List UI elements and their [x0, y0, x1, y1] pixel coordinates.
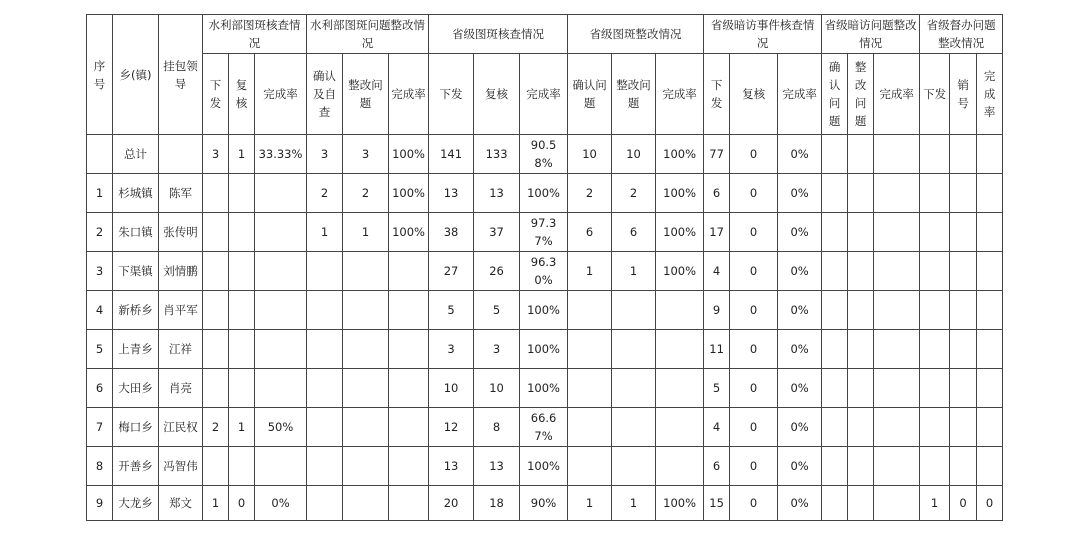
- row-cell: 2: [203, 408, 229, 447]
- row-cell: [848, 291, 874, 330]
- row-cell: [977, 330, 1003, 369]
- row-leader: 江民权: [159, 408, 203, 447]
- row-cell: 0: [730, 330, 778, 369]
- row-cell: 0: [977, 486, 1003, 521]
- row-cell: 4: [704, 408, 730, 447]
- row-cell: [848, 174, 874, 213]
- row-cell: [568, 369, 612, 408]
- row-cell: 10: [568, 135, 612, 174]
- row-cell: [612, 447, 656, 486]
- row-cell: 133: [474, 135, 520, 174]
- row-cell: [307, 252, 343, 291]
- row-cell: 10: [612, 135, 656, 174]
- row-cell: 0%: [778, 252, 822, 291]
- row-cell: 6: [568, 213, 612, 252]
- row-town: 开善乡: [113, 447, 159, 486]
- row-cell: 0%: [255, 486, 307, 521]
- row-cell: [874, 174, 920, 213]
- row-cell: [307, 330, 343, 369]
- row-cell: [822, 252, 848, 291]
- row-cell: 13: [429, 447, 474, 486]
- header-sub: 复核: [730, 54, 778, 135]
- row-cell: [920, 213, 950, 252]
- row-cell: [848, 486, 874, 521]
- row-cell: [950, 330, 977, 369]
- row-cell: 100%: [389, 213, 429, 252]
- row-cell: 6: [612, 213, 656, 252]
- row-cell: 100%: [520, 291, 568, 330]
- header-group: 省级图斑核查情况: [429, 15, 568, 54]
- header-sub: 下发: [203, 54, 229, 135]
- inspection-table: [86, 14, 1003, 521]
- row-cell: 90.58%: [520, 135, 568, 174]
- row-cell: 96.30%: [520, 252, 568, 291]
- row-cell: [389, 291, 429, 330]
- row-town: 朱口镇: [113, 213, 159, 252]
- row-cell: 9: [704, 291, 730, 330]
- row-cell: [920, 135, 950, 174]
- row-town: 杉城镇: [113, 174, 159, 213]
- row-cell: [874, 486, 920, 521]
- row-leader: 陈军: [159, 174, 203, 213]
- row-cell: 4: [704, 252, 730, 291]
- row-cell: [343, 291, 389, 330]
- row-cell: [822, 135, 848, 174]
- row-cell: [389, 447, 429, 486]
- row-cell: 0%: [778, 174, 822, 213]
- row-cell: 1: [229, 135, 255, 174]
- row-cell: [307, 447, 343, 486]
- row-town: 下渠镇: [113, 252, 159, 291]
- header-row-sub: [87, 54, 1003, 135]
- row-cell: 0: [229, 486, 255, 521]
- row-cell: [255, 369, 307, 408]
- row-cell: [343, 330, 389, 369]
- row-seq: 3: [87, 252, 113, 291]
- row-cell: 2: [343, 174, 389, 213]
- row-leader: 郑文: [159, 486, 203, 521]
- header-group: 省级督办问题整改情况: [920, 15, 1003, 54]
- row-cell: [343, 408, 389, 447]
- header-sub: 整改问题: [848, 54, 874, 135]
- row-cell: [848, 447, 874, 486]
- row-town: 新桥乡: [113, 291, 159, 330]
- header-sub: 下发: [429, 54, 474, 135]
- row-cell: 37: [474, 213, 520, 252]
- header-leader: 挂包领导: [159, 15, 203, 135]
- row-cell: 100%: [389, 174, 429, 213]
- row-cell: [255, 174, 307, 213]
- row-cell: 2: [307, 174, 343, 213]
- row-cell: [822, 369, 848, 408]
- row-cell: [307, 369, 343, 408]
- row-cell: 0: [730, 135, 778, 174]
- row-cell: [874, 213, 920, 252]
- row-cell: 6: [704, 174, 730, 213]
- row-cell: [255, 291, 307, 330]
- row-cell: [848, 369, 874, 408]
- row-cell: 0: [730, 447, 778, 486]
- row-cell: [848, 135, 874, 174]
- row-seq: 8: [87, 447, 113, 486]
- row-leader: 张传明: [159, 213, 203, 252]
- row-cell: 2: [612, 174, 656, 213]
- row-cell: 6: [704, 447, 730, 486]
- row-cell: [822, 330, 848, 369]
- row-cell: [656, 330, 704, 369]
- row-cell: 1: [568, 486, 612, 521]
- row-cell: [568, 447, 612, 486]
- row-cell: 15: [704, 486, 730, 521]
- row-cell: [343, 486, 389, 521]
- row-cell: 0%: [778, 135, 822, 174]
- header-sub: 完成率: [778, 54, 822, 135]
- row-cell: 0: [730, 252, 778, 291]
- row-cell: [848, 213, 874, 252]
- row-cell: [920, 408, 950, 447]
- row-cell: 3: [429, 330, 474, 369]
- header-group: 省级图斑整改情况: [568, 15, 704, 54]
- row-seq: 2: [87, 213, 113, 252]
- header-sub: 确认问题: [568, 54, 612, 135]
- table-row: [87, 486, 1003, 521]
- header-sub: 复核: [229, 54, 255, 135]
- row-cell: [874, 252, 920, 291]
- row-cell: 100%: [656, 486, 704, 521]
- row-seq: 5: [87, 330, 113, 369]
- row-cell: [950, 447, 977, 486]
- row-cell: 3: [474, 330, 520, 369]
- row-cell: 8: [474, 408, 520, 447]
- row-cell: [920, 291, 950, 330]
- header-sub: 完成率: [874, 54, 920, 135]
- row-cell: 141: [429, 135, 474, 174]
- row-leader: 冯智伟: [159, 447, 203, 486]
- row-cell: [229, 213, 255, 252]
- row-cell: [389, 252, 429, 291]
- row-cell: [229, 174, 255, 213]
- row-cell: [848, 408, 874, 447]
- table-row: [87, 174, 1003, 213]
- row-cell: 1: [612, 486, 656, 521]
- row-cell: 0%: [778, 486, 822, 521]
- row-cell: [977, 447, 1003, 486]
- row-cell: [203, 369, 229, 408]
- row-cell: 0: [730, 486, 778, 521]
- row-cell: 0: [730, 408, 778, 447]
- row-cell: [977, 174, 1003, 213]
- row-cell: [229, 330, 255, 369]
- table-row: [87, 447, 1003, 486]
- header-sub: 完成率: [977, 54, 1003, 135]
- row-cell: [229, 252, 255, 291]
- row-cell: 1: [203, 486, 229, 521]
- row-cell: [389, 330, 429, 369]
- row-cell: [874, 447, 920, 486]
- row-cell: [977, 291, 1003, 330]
- row-cell: [612, 291, 656, 330]
- row-leader: [159, 135, 203, 174]
- row-cell: [203, 174, 229, 213]
- row-seq: [87, 135, 113, 174]
- header-group: 水利部图斑核查情况: [203, 15, 307, 54]
- row-cell: 13: [474, 174, 520, 213]
- row-cell: 1: [612, 252, 656, 291]
- row-cell: 10: [474, 369, 520, 408]
- row-cell: 0: [730, 369, 778, 408]
- row-cell: 5: [429, 291, 474, 330]
- row-cell: [920, 174, 950, 213]
- row-cell: [822, 447, 848, 486]
- row-cell: 38: [429, 213, 474, 252]
- table-row: [87, 291, 1003, 330]
- row-seq: 1: [87, 174, 113, 213]
- header-sub: 确认问题: [822, 54, 848, 135]
- row-cell: [343, 369, 389, 408]
- row-cell: [203, 213, 229, 252]
- row-cell: [568, 330, 612, 369]
- table-body: [87, 135, 1003, 521]
- row-cell: 66.67%: [520, 408, 568, 447]
- row-leader: 肖平军: [159, 291, 203, 330]
- row-cell: [612, 369, 656, 408]
- row-cell: 1: [229, 408, 255, 447]
- header-sub: 复核: [474, 54, 520, 135]
- row-cell: [229, 369, 255, 408]
- row-cell: 97.37%: [520, 213, 568, 252]
- row-cell: [307, 408, 343, 447]
- row-cell: [656, 408, 704, 447]
- row-cell: [822, 291, 848, 330]
- row-cell: 100%: [520, 330, 568, 369]
- row-cell: 100%: [520, 369, 568, 408]
- header-group: 水利部图斑问题整改情况: [307, 15, 429, 54]
- row-cell: [568, 408, 612, 447]
- row-cell: 1: [568, 252, 612, 291]
- row-cell: [920, 369, 950, 408]
- header-sub: 完成率: [255, 54, 307, 135]
- row-cell: [656, 291, 704, 330]
- row-leader: 刘情鹏: [159, 252, 203, 291]
- row-cell: [874, 330, 920, 369]
- row-cell: 0: [730, 291, 778, 330]
- row-cell: 5: [704, 369, 730, 408]
- row-cell: 0%: [778, 369, 822, 408]
- row-cell: [307, 486, 343, 521]
- row-cell: [203, 291, 229, 330]
- table-row: [87, 408, 1003, 447]
- row-town: 梅口乡: [113, 408, 159, 447]
- row-cell: [255, 213, 307, 252]
- header-row-groups: [87, 15, 1003, 54]
- row-cell: 26: [474, 252, 520, 291]
- row-cell: [343, 447, 389, 486]
- row-cell: [389, 408, 429, 447]
- row-cell: 2: [568, 174, 612, 213]
- row-cell: [255, 252, 307, 291]
- header-sub: 完成率: [389, 54, 429, 135]
- row-cell: [977, 408, 1003, 447]
- table-row: [87, 252, 1003, 291]
- row-town: 大田乡: [113, 369, 159, 408]
- table-row: [87, 330, 1003, 369]
- row-cell: 0%: [778, 291, 822, 330]
- row-cell: [950, 408, 977, 447]
- row-cell: [343, 252, 389, 291]
- row-cell: [848, 330, 874, 369]
- header-group: 省级暗访事件核查情况: [704, 15, 822, 54]
- row-cell: 10: [429, 369, 474, 408]
- row-cell: [656, 369, 704, 408]
- row-cell: [920, 252, 950, 291]
- row-cell: 27: [429, 252, 474, 291]
- row-cell: [612, 408, 656, 447]
- row-cell: [612, 330, 656, 369]
- row-cell: [822, 408, 848, 447]
- row-cell: 0: [950, 486, 977, 521]
- row-cell: 100%: [656, 135, 704, 174]
- row-cell: 100%: [656, 252, 704, 291]
- header-sub: 完成率: [520, 54, 568, 135]
- row-cell: [977, 135, 1003, 174]
- row-cell: 13: [474, 447, 520, 486]
- row-cell: [203, 252, 229, 291]
- header-sub: 确认及自查: [307, 54, 343, 135]
- row-cell: 11: [704, 330, 730, 369]
- row-cell: [950, 252, 977, 291]
- row-cell: [874, 369, 920, 408]
- row-cell: 0%: [778, 408, 822, 447]
- row-cell: [255, 447, 307, 486]
- header-sub: 下发: [920, 54, 950, 135]
- row-cell: 90%: [520, 486, 568, 521]
- header-town: 乡(镇): [113, 15, 159, 135]
- row-cell: [822, 486, 848, 521]
- row-cell: [822, 174, 848, 213]
- row-cell: [389, 369, 429, 408]
- header-seq: 序号: [87, 15, 113, 135]
- row-cell: 13: [429, 174, 474, 213]
- table-row: [87, 369, 1003, 408]
- header-sub: 销号: [950, 54, 977, 135]
- row-cell: [203, 330, 229, 369]
- row-cell: 100%: [656, 174, 704, 213]
- row-cell: [568, 291, 612, 330]
- header-sub: 完成率: [656, 54, 704, 135]
- row-cell: 50%: [255, 408, 307, 447]
- row-cell: [950, 135, 977, 174]
- row-cell: [950, 369, 977, 408]
- row-cell: [950, 291, 977, 330]
- row-cell: 0: [730, 174, 778, 213]
- row-cell: [920, 330, 950, 369]
- row-cell: 18: [474, 486, 520, 521]
- row-cell: 77: [704, 135, 730, 174]
- row-cell: [848, 252, 874, 291]
- row-cell: [977, 213, 1003, 252]
- row-cell: 100%: [520, 174, 568, 213]
- header-sub: 整改问题: [343, 54, 389, 135]
- row-town: 上青乡: [113, 330, 159, 369]
- row-cell: 12: [429, 408, 474, 447]
- row-cell: [977, 369, 1003, 408]
- header-sub: 下发: [704, 54, 730, 135]
- row-cell: 0%: [778, 447, 822, 486]
- table-row: [87, 135, 1003, 174]
- row-cell: [255, 330, 307, 369]
- row-cell: 3: [307, 135, 343, 174]
- row-leader: 肖亮: [159, 369, 203, 408]
- row-seq: 9: [87, 486, 113, 521]
- row-cell: 1: [307, 213, 343, 252]
- row-cell: [920, 447, 950, 486]
- row-cell: 1: [343, 213, 389, 252]
- row-cell: [822, 213, 848, 252]
- row-cell: 100%: [656, 213, 704, 252]
- row-cell: 17: [704, 213, 730, 252]
- row-cell: 0%: [778, 330, 822, 369]
- row-cell: 3: [203, 135, 229, 174]
- row-cell: [229, 447, 255, 486]
- row-cell: [874, 291, 920, 330]
- row-leader: 江祥: [159, 330, 203, 369]
- row-cell: 100%: [520, 447, 568, 486]
- row-cell: 33.33%: [255, 135, 307, 174]
- header-sub: 整改问题: [612, 54, 656, 135]
- row-cell: [874, 408, 920, 447]
- row-cell: 100%: [389, 135, 429, 174]
- row-cell: 1: [920, 486, 950, 521]
- row-cell: [950, 213, 977, 252]
- row-cell: [307, 291, 343, 330]
- row-cell: 0: [730, 213, 778, 252]
- row-cell: 0%: [778, 213, 822, 252]
- row-cell: [977, 252, 1003, 291]
- row-cell: [656, 447, 704, 486]
- row-cell: [950, 174, 977, 213]
- row-cell: [874, 135, 920, 174]
- row-seq: 6: [87, 369, 113, 408]
- table-row: [87, 213, 1003, 252]
- row-cell: [229, 291, 255, 330]
- row-cell: 3: [343, 135, 389, 174]
- row-seq: 7: [87, 408, 113, 447]
- row-cell: 20: [429, 486, 474, 521]
- row-seq: 4: [87, 291, 113, 330]
- row-town: 大龙乡: [113, 486, 159, 521]
- header-group: 省级暗访问题整改情况: [822, 15, 920, 54]
- row-cell: [203, 447, 229, 486]
- row-cell: 5: [474, 291, 520, 330]
- row-town: 总计: [113, 135, 159, 174]
- row-cell: [389, 486, 429, 521]
